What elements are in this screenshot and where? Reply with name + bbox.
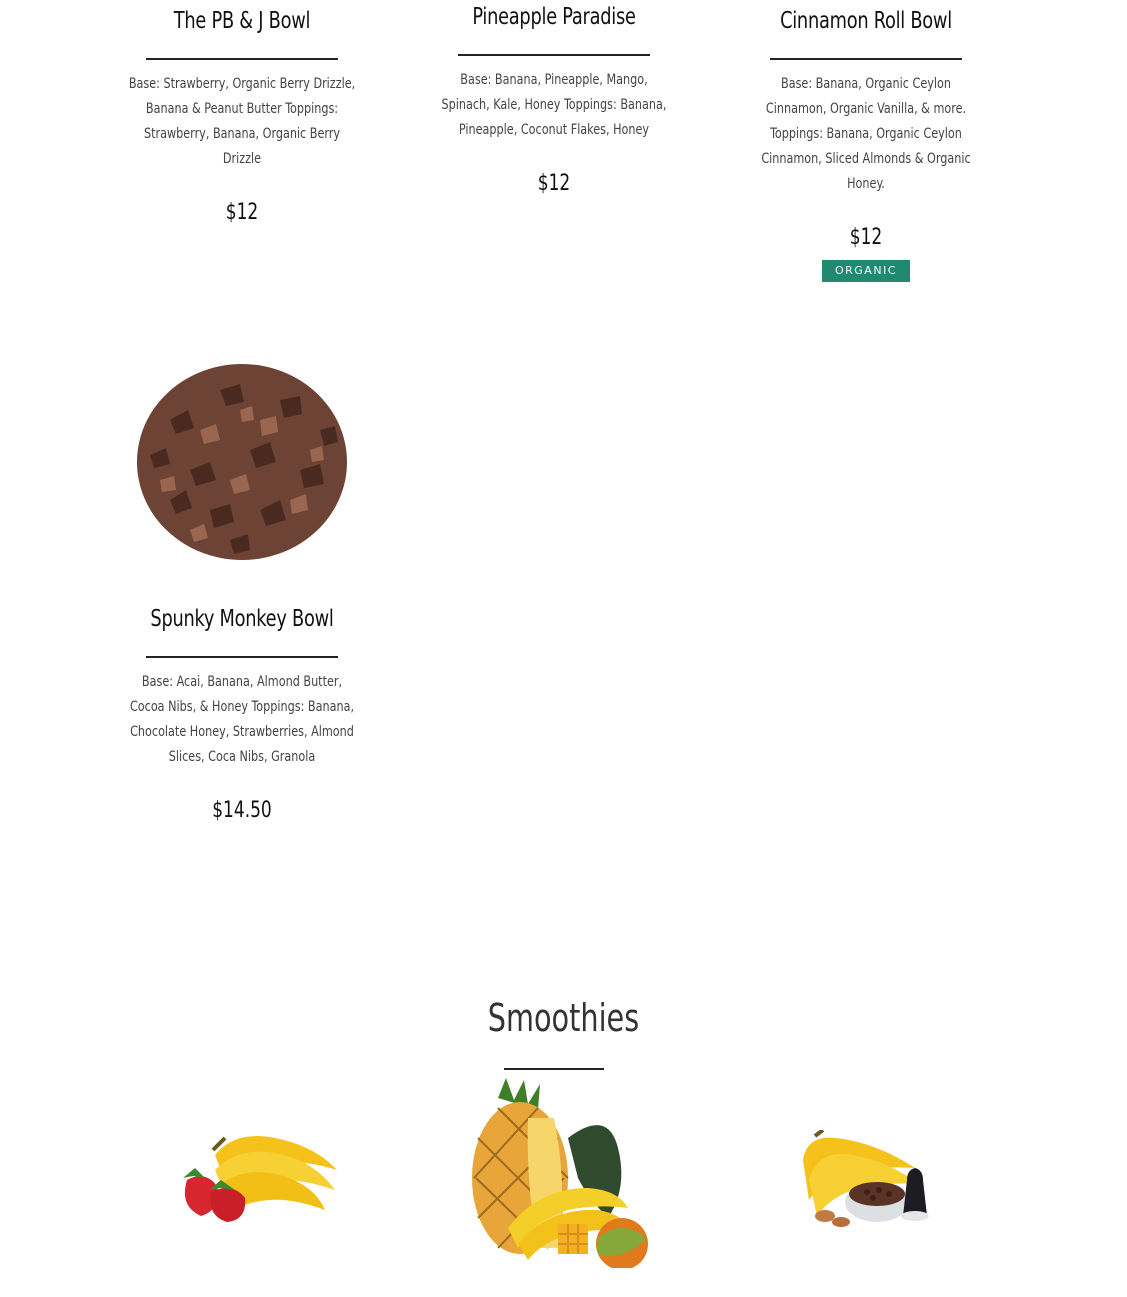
item-title: Pineapple Paradise xyxy=(472,4,636,30)
section-divider xyxy=(504,1068,604,1070)
item-description: Base: Banana, Organic Ceylon Cinnamon, Organic Vanilla, & more. Toppings: Banana, Organic Ceylon Cinnamon, Sliced Almonds & Organic Honey. xyxy=(761,76,971,192)
menu-card-pineapple-paradise xyxy=(419,2,689,196)
title-divider xyxy=(770,58,962,60)
item-description: Base: Acai, Banana, Almond Butter, Cocoa Nibs, & Honey Toppings: Banana, Chocolate Honey, Strawberries, Almond Slices, Coca Nibs, Granola xyxy=(129,674,355,765)
organic-badge: ORGANIC xyxy=(822,260,910,282)
title-divider xyxy=(458,54,650,56)
title-divider xyxy=(146,58,338,60)
item-description: Base: Strawberry, Organic Berry Drizzle, Banana & Peanut Butter Toppings: Strawberry, Banana, Organic Berry Drizzle xyxy=(128,76,356,167)
pineapple-kale-mango-image xyxy=(458,1078,658,1268)
item-price: $14.50 xyxy=(212,798,272,823)
item-price: $12 xyxy=(537,171,571,196)
title-divider xyxy=(146,656,338,658)
item-price: $12 xyxy=(225,200,259,225)
item-title: Spunky Monkey Bowl xyxy=(150,606,334,632)
item-title: Cinnamon Roll Bowl xyxy=(780,8,952,34)
item-price: $12 xyxy=(849,225,883,250)
section-title-smoothies: Smoothies xyxy=(487,996,640,1040)
strawberry-banana-image xyxy=(165,1120,345,1225)
menu-card-cinnamon-roll xyxy=(731,6,1001,250)
item-description: Base: Banana, Pineapple, Mango, Spinach, Kale, Honey Toppings: Banana, Pineapple, Coconut Flakes, Honey xyxy=(441,72,667,138)
menu-card-spunky-monkey xyxy=(107,604,377,823)
item-title: The PB & J Bowl xyxy=(173,8,311,34)
cocoa-nibs-image xyxy=(130,350,360,575)
banana-cocoa-almond-image xyxy=(795,1130,935,1230)
menu-card-pbj xyxy=(107,6,377,225)
